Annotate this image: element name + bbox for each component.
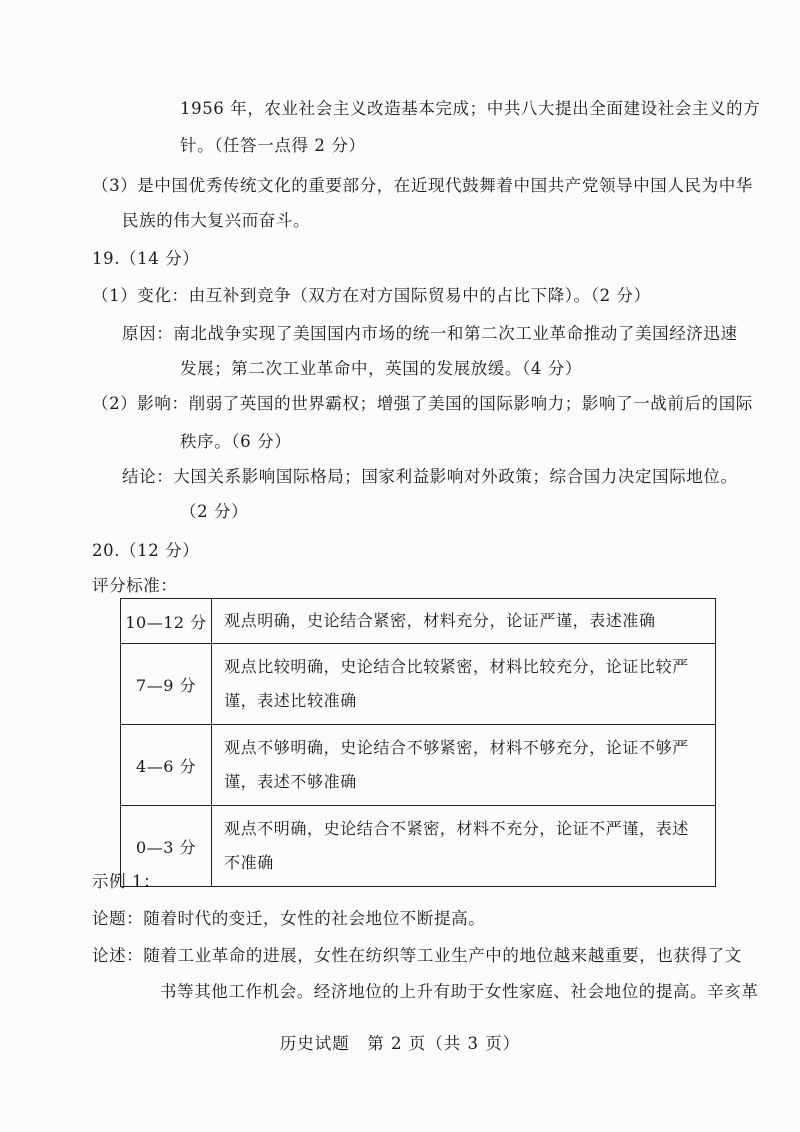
table-row xyxy=(121,725,716,806)
answer-line-19-2-conclusion-score: （2 分） xyxy=(180,502,249,521)
answer-line-19-2-impact-cont: 秩序。（6 分） xyxy=(180,432,292,451)
score-description: 观点不明确，史论结合不紧密，材料不充分，论证不严谨，表述不准确 xyxy=(212,806,716,887)
answer-line-18-2-cont: 1956 年，农业社会主义改造基本完成；中共八大提出全面建设社会主义的方 xyxy=(180,99,761,118)
table-row xyxy=(121,599,716,644)
example-label: 示例 1： xyxy=(92,872,161,891)
answer-line-19-2-conclusion: 结论：大国关系影响国际格局；国家利益影响对外政策；综合国力决定国际地位。 xyxy=(122,467,738,486)
grading-criteria-label: 评分标准： xyxy=(92,576,178,595)
answer-line-18-2-score: 针。（任答一点得 2 分） xyxy=(180,136,366,155)
question-20-heading: 20.（12 分） xyxy=(92,541,200,560)
answer-line-19-1-reason-cont: 发展；第二次工业革命中，英国的发展放缓。（4 分） xyxy=(180,359,582,378)
score-range: 10—12 分 xyxy=(121,599,212,644)
table-row xyxy=(121,644,716,725)
page-footer: 历史试题 第 2 页（共 3 页） xyxy=(279,1034,521,1053)
question-19-heading: 19.（14 分） xyxy=(92,249,200,268)
example-argument-cont: 书等其他工作机会。经济地位的上升有助于女性家庭、社会地位的提高。辛亥革 xyxy=(160,982,759,1001)
example-thesis: 论题：随着时代的变迁，女性的社会地位不断提高。 xyxy=(92,909,486,928)
answer-line-18-3-cont: 民族的伟大复兴而奋斗。 xyxy=(122,211,311,230)
score-range: 7—9 分 xyxy=(121,644,212,725)
score-range: 0—3 分 xyxy=(121,806,212,887)
score-range: 4—6 分 xyxy=(121,725,212,806)
answer-line-19-1-change: （1）变化：由互补到竞争（双方在对方国际贸易中的占比下降）。（2 分） xyxy=(92,286,651,305)
table-row xyxy=(121,806,716,887)
score-description: 观点比较明确，史论结合比较紧密，材料比较充分，论证比较严谨，表述比较准确 xyxy=(212,644,716,725)
grading-table xyxy=(120,598,716,887)
answer-line-19-1-reason: 原因：南北战争实现了美国国内市场的统一和第二次工业革命推动了美国经济迅速 xyxy=(122,324,738,343)
answer-line-19-2-impact: （2）影响：削弱了英国的世界霸权；增强了美国的国际影响力；影响了一战前后的国际 xyxy=(92,394,753,413)
score-description: 观点不够明确，史论结合不够紧密，材料不够充分，论证不够严谨，表述不够准确 xyxy=(212,725,716,806)
answer-line-18-3: （3）是中国优秀传统文化的重要部分，在近现代鼓舞着中国共产党领导中国人民为中华 xyxy=(92,176,753,195)
score-description: 观点明确，史论结合紧密，材料充分，论证严谨，表述准确 xyxy=(212,599,716,644)
example-argument: 论述：随着工业革命的进展，女性在纺织等工业生产中的地位越来越重要，也获得了文 xyxy=(92,946,742,965)
